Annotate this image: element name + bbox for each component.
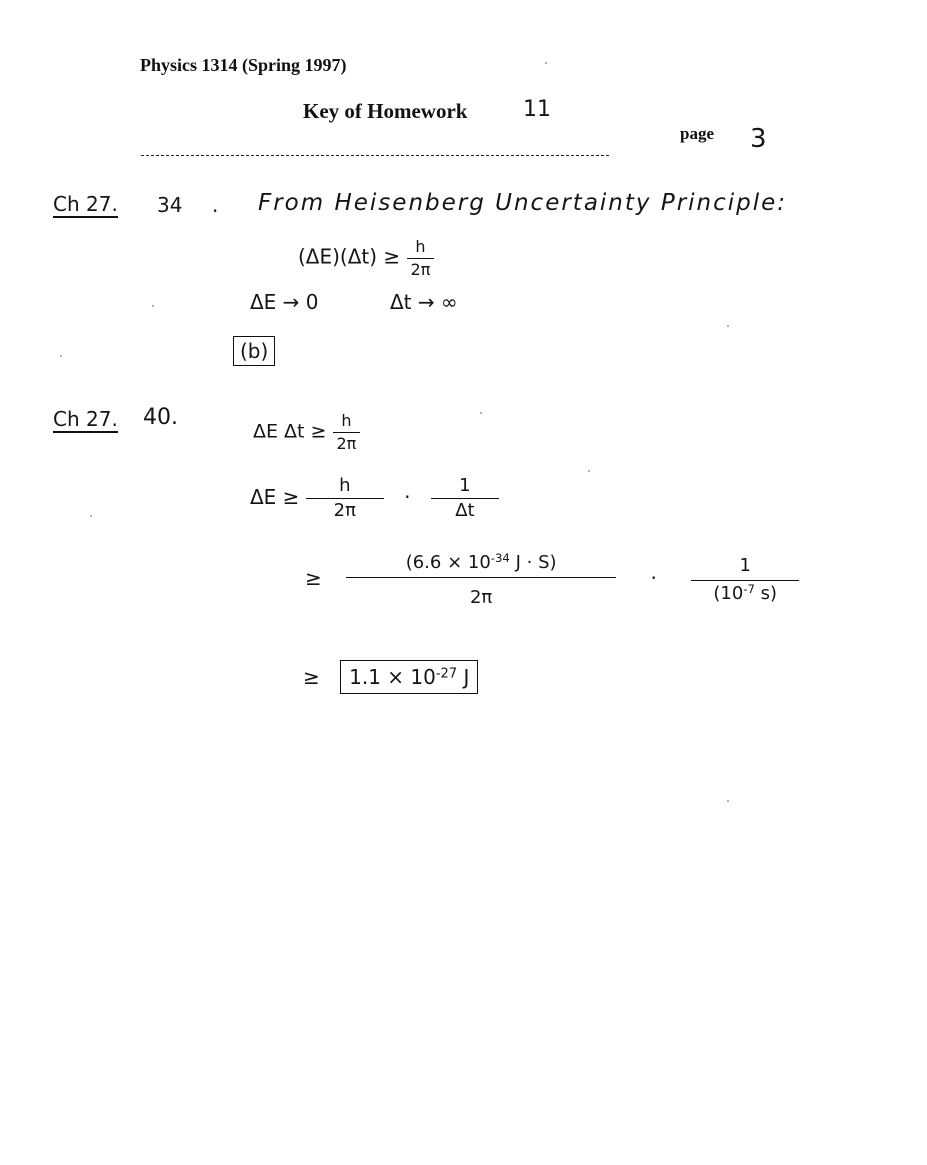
line3-multiply-dot: · xyxy=(650,566,657,591)
line2-numerator-b: 1 xyxy=(459,475,471,496)
line3-fraction-a xyxy=(346,552,616,607)
equation-time-limit: Δt → ∞ xyxy=(390,290,458,314)
answer-value: 1.1 × 10 xyxy=(349,665,436,689)
line1-lhs: ΔE Δt ≥ xyxy=(253,420,327,443)
equation-lhs: (ΔE)(Δt) ≥ xyxy=(298,244,401,269)
header-rule xyxy=(141,155,609,156)
line1-numerator: h xyxy=(341,411,352,430)
answer-exponent: -27 xyxy=(435,666,458,682)
problem-statement-34: From Heisenberg Uncertainty Principle: xyxy=(258,190,788,216)
line4-ge: ≥ xyxy=(303,665,320,689)
equation-uncertainty xyxy=(298,238,434,278)
line2-fraction-a xyxy=(306,476,384,521)
line3-denominator-b-exponent: -7 xyxy=(743,581,755,596)
chapter-label-40: Ch 27. xyxy=(53,407,118,431)
problem-number-40: 40. xyxy=(143,405,178,430)
homework-number: 11 xyxy=(523,97,551,122)
line2-multiply-dot: · xyxy=(404,484,411,509)
line3-numerator-a-exponent: -34 xyxy=(490,551,510,565)
chapter-label-34: Ch 27. xyxy=(53,192,118,216)
line3-denominator-a: 2π xyxy=(346,577,616,608)
equation-line-2 xyxy=(250,476,499,521)
scan-speck xyxy=(60,355,62,357)
line2-fraction-b xyxy=(431,476,499,521)
line3-numerator-a-base: (6.6 × 10 xyxy=(405,551,491,573)
line2-lhs: ΔE ≥ xyxy=(250,484,300,509)
scan-speck xyxy=(480,412,482,414)
line3-numerator-a xyxy=(398,552,565,577)
scan-speck xyxy=(588,470,590,472)
problem-number-34: 34 xyxy=(157,193,183,217)
fraction-numerator: h xyxy=(415,237,426,256)
line2-denominator-b: Δt xyxy=(431,498,499,521)
answer-box-34: (b) xyxy=(233,336,275,366)
equation-energy-limit: ΔE → 0 xyxy=(250,290,319,314)
line2-numerator-a: h xyxy=(339,475,351,496)
equation-line-1 xyxy=(253,412,360,452)
document-title: Key of Homework xyxy=(303,99,468,123)
scan-speck xyxy=(152,305,154,307)
answer-box-40 xyxy=(340,660,478,694)
line1-fraction xyxy=(333,412,361,452)
course-title: Physics 1314 (Spring 1997) xyxy=(140,55,347,75)
line1-denominator: 2π xyxy=(333,432,361,453)
fraction-h-over-2pi xyxy=(407,238,435,278)
scan-speck xyxy=(727,325,729,327)
problem-number-dot: . xyxy=(212,193,219,217)
scan-speck xyxy=(727,800,729,802)
line3-denominator-b-unit: s) xyxy=(754,582,778,604)
line3-denominator-b xyxy=(691,580,799,604)
line3-numerator-a-unit: J · S) xyxy=(509,551,557,573)
answer-unit: J xyxy=(457,665,470,689)
line2-denominator-a: 2π xyxy=(306,498,384,521)
line3-denominator-b-base: (10 xyxy=(713,582,744,604)
line3-numerator-b: 1 xyxy=(739,555,751,576)
line3-ge: ≥ xyxy=(305,566,322,591)
scan-speck xyxy=(545,62,547,64)
scan-speck xyxy=(90,515,92,517)
equation-line-4 xyxy=(303,660,478,694)
equation-line-3 xyxy=(305,552,799,607)
page-label: page xyxy=(680,124,714,143)
line3-fraction-b xyxy=(691,556,799,603)
page-number: 3 xyxy=(750,124,767,154)
fraction-denominator: 2π xyxy=(407,258,435,279)
